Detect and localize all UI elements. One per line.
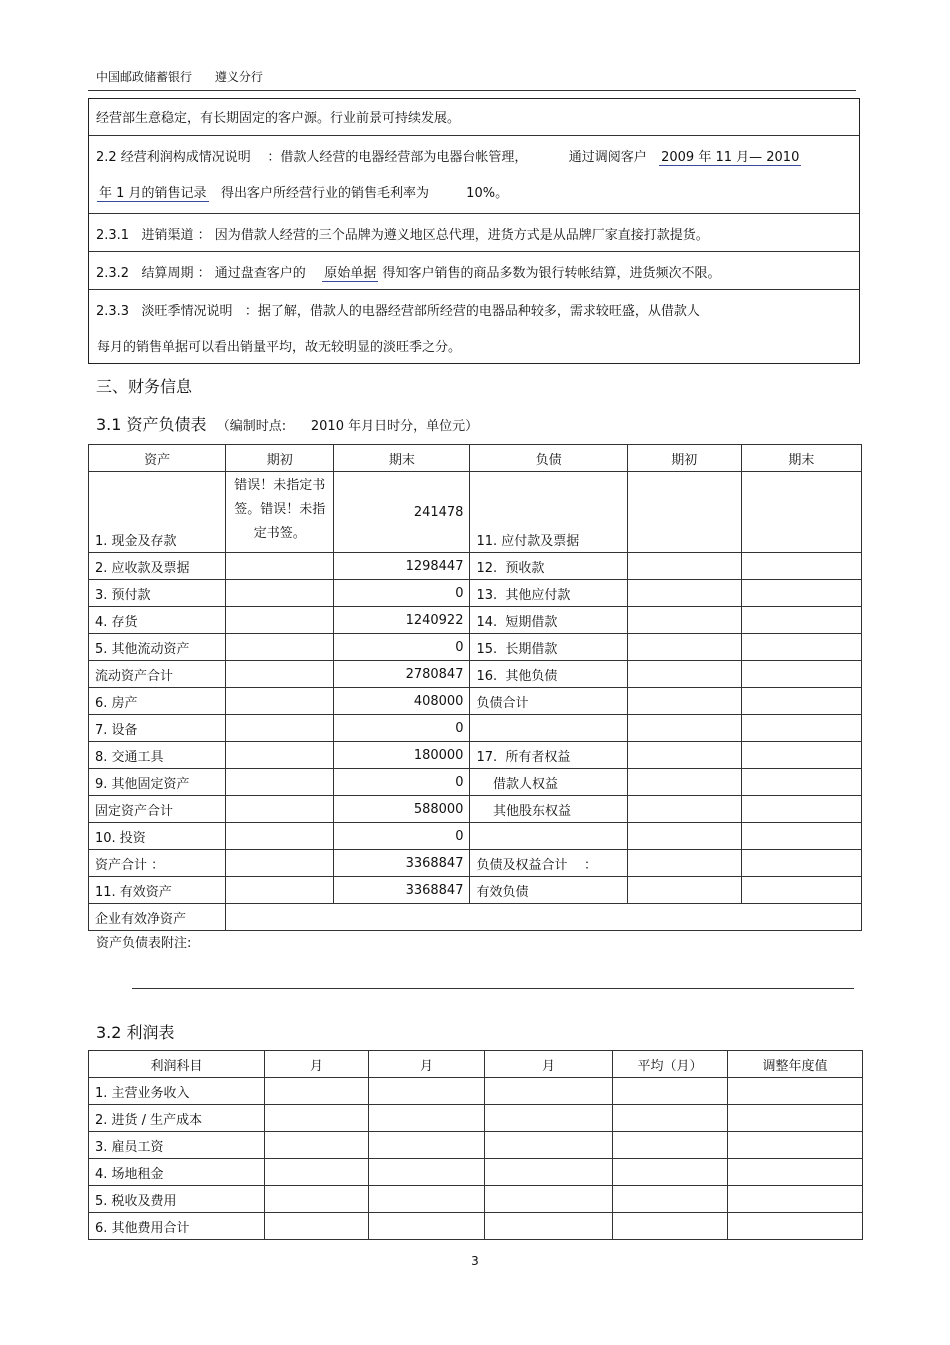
cell-asset: 流动资产合计 [89, 661, 226, 688]
cell-liab [470, 823, 627, 850]
profit-structure-row [89, 135, 859, 213]
footnote-line [132, 988, 854, 989]
profit-label: 2.2 经营利润构成情况说明 [96, 150, 251, 165]
income-cell [728, 1186, 863, 1213]
cell-asset: 2. 应收款及票据 [89, 553, 226, 580]
income-cell [485, 1078, 613, 1105]
cell-begin [226, 634, 334, 661]
channel-row [89, 213, 859, 251]
table-row [89, 877, 862, 904]
income-cell [728, 1132, 863, 1159]
income-header-row [89, 1051, 863, 1078]
cell-begin [226, 607, 334, 634]
table-row [89, 823, 862, 850]
cell-liab-begin [627, 823, 741, 850]
income-cell [265, 1213, 369, 1240]
cell-liab-end [741, 661, 861, 688]
cell-asset: 6. 房产 [89, 688, 226, 715]
balance-note: （编制时点: 2010 年月日时分，单位元） [216, 419, 479, 434]
income-title: 3.2 利润表 [96, 1023, 175, 1042]
cell-liab-begin [627, 661, 741, 688]
income-header-average: 平均（月） [613, 1051, 728, 1078]
asset-cash: 1. 现金及存款 [89, 472, 226, 553]
income-item: 1. 主营业务收入 [89, 1078, 265, 1105]
income-cell [613, 1078, 728, 1105]
cell-asset: 7. 设备 [89, 715, 226, 742]
cell-liab: 负债及权益合计 ： [470, 850, 627, 877]
business-stability-text: 经营部生意稳定，有长期固定的客户源。行业前景可持续发展。 [96, 111, 461, 126]
cell-liab-begin [627, 607, 741, 634]
cell-end: 0 [334, 634, 470, 661]
end-cash: 241478 [334, 472, 470, 553]
cell-liab: 16. 其他负债 [470, 661, 627, 688]
header-begin: 期初 [226, 445, 334, 472]
income-rows [89, 1078, 863, 1240]
cell-liab-end [741, 688, 861, 715]
income-item: 5. 税收及费用 [89, 1186, 265, 1213]
table-row [89, 661, 862, 688]
cell-liab-begin [627, 580, 741, 607]
cell-liab-end [741, 715, 861, 742]
table-row [89, 607, 862, 634]
income-cell [265, 1132, 369, 1159]
cell-liab: 15. 长期借款 [470, 634, 627, 661]
income-cell [613, 1186, 728, 1213]
header-liability: 负债 [470, 445, 627, 472]
cell-begin [226, 769, 334, 796]
cell-asset: 5. 其他流动资产 [89, 634, 226, 661]
cell-liab: 负债合计 [470, 688, 627, 715]
cell-liab-begin [627, 688, 741, 715]
header-branch: 遵义分行 [214, 70, 263, 84]
profit-period-end: 年 1 月的销售记录 [99, 186, 207, 201]
income-header-item: 利润科目 [89, 1051, 265, 1078]
income-cell [265, 1186, 369, 1213]
page-header [96, 68, 263, 85]
table-row [89, 1159, 863, 1186]
header-liab-end: 期末 [741, 445, 861, 472]
header-liab-begin: 期初 [627, 445, 741, 472]
liab-payables: 11. 应付款及票据 [470, 472, 627, 553]
profit-margin-rate: 10%。 [466, 186, 509, 201]
balance-title-line [96, 412, 478, 435]
income-cell [265, 1078, 369, 1105]
income-item: 2. 进货 / 生产成本 [89, 1105, 265, 1132]
income-cell [369, 1186, 485, 1213]
cell-asset: 4. 存货 [89, 607, 226, 634]
income-cell [728, 1105, 863, 1132]
cell-begin [226, 580, 334, 607]
cell-begin [226, 877, 334, 904]
cell-liab: 14. 短期借款 [470, 607, 627, 634]
cell-begin [226, 661, 334, 688]
cell-asset: 3. 预付款 [89, 580, 226, 607]
balance-sheet-table [88, 444, 862, 931]
season-text-1: 2.3.3 淡旺季情况说明 ：据了解，借款人的电器经营部所经营的电器品种较多，需求较旺盛，从借款人 [96, 304, 700, 319]
income-header-month2: 月 [369, 1051, 485, 1078]
section-title: 三、财务信息 [96, 377, 193, 396]
cell-liab: 其他股东权益 [470, 796, 627, 823]
profit-text-1: ：借款人经营的电器经营部为电器台帐管理， [267, 150, 528, 165]
income-header-month1: 月 [265, 1051, 369, 1078]
income-cell [369, 1159, 485, 1186]
business-info-box [88, 98, 860, 364]
header-bank: 中国邮政储蓄银行 [96, 70, 193, 84]
cell-end: 1240922 [334, 607, 470, 634]
begin-cash-error: 错误！未指定书签。错误！未指定书签。 [226, 472, 334, 553]
income-cell [613, 1213, 728, 1240]
cell-liab: 12. 预收款 [470, 553, 627, 580]
income-cell [728, 1078, 863, 1105]
table-row [89, 688, 862, 715]
cell-begin [226, 688, 334, 715]
cell-begin [226, 715, 334, 742]
season-row [89, 289, 859, 363]
cell-liab-begin [627, 850, 741, 877]
cell-begin [226, 850, 334, 877]
income-cell [369, 1105, 485, 1132]
table-row [89, 769, 862, 796]
cell-liab: 有效负债 [470, 877, 627, 904]
cell-liab-end [741, 742, 861, 769]
cell-end: 0 [334, 580, 470, 607]
table-row [89, 904, 862, 931]
income-item: 4. 场地租金 [89, 1159, 265, 1186]
header-divider [88, 90, 856, 91]
income-header-month3: 月 [485, 1051, 613, 1078]
income-cell [728, 1213, 863, 1240]
cell-liab-end [741, 553, 861, 580]
income-cell [369, 1078, 485, 1105]
header-asset: 资产 [89, 445, 226, 472]
cell-begin [226, 823, 334, 850]
income-cell [265, 1105, 369, 1132]
table-row [89, 1213, 863, 1240]
cell-liab-begin [627, 742, 741, 769]
income-cell [485, 1132, 613, 1159]
table-row [89, 850, 862, 877]
profit-text-2: 通过调阅客户 [568, 150, 647, 165]
cell-liab [470, 715, 627, 742]
cell-liab-end [741, 850, 861, 877]
cell-end: 0 [334, 823, 470, 850]
income-cell [613, 1105, 728, 1132]
cell-liab-end [741, 607, 861, 634]
cell-liab-begin [627, 553, 741, 580]
cell-asset: 8. 交通工具 [89, 742, 226, 769]
cell-end: 588000 [334, 796, 470, 823]
cell-asset: 9. 其他固定资产 [89, 769, 226, 796]
channel-text: 2.3.1 进销渠道 ： 因为借款人经营的三个品牌为遵义地区总代理，进货方式是从品牌厂家直接打款提货。 [96, 228, 709, 243]
cell-end: 180000 [334, 742, 470, 769]
settlement-row [89, 251, 859, 289]
cell-begin [226, 742, 334, 769]
income-cell [728, 1159, 863, 1186]
cell-liab-begin [627, 715, 741, 742]
cell-end: 2780847 [334, 661, 470, 688]
income-cell [485, 1105, 613, 1132]
cell-end: 0 [334, 769, 470, 796]
income-cell [485, 1186, 613, 1213]
table-row [89, 1186, 863, 1213]
cell-end: 1298447 [334, 553, 470, 580]
income-cell [265, 1159, 369, 1186]
cell-asset: 资产合计 ： [89, 850, 226, 877]
table-row [89, 1105, 863, 1132]
cell-liab-end [741, 769, 861, 796]
table-row [89, 634, 862, 661]
cell-liab-end [741, 634, 861, 661]
balance-rows [89, 553, 862, 904]
table-row [89, 472, 862, 553]
income-cell [613, 1132, 728, 1159]
cell-end: 3368847 [334, 850, 470, 877]
page-number: 3 [471, 1254, 479, 1268]
cell-liab: 17. 所有者权益 [470, 742, 627, 769]
table-row [89, 715, 862, 742]
table-row [89, 742, 862, 769]
cell-asset: 固定资产合计 [89, 796, 226, 823]
table-row [89, 1132, 863, 1159]
cell-liab-end [741, 823, 861, 850]
income-table [88, 1050, 863, 1240]
cell-liab-end [741, 877, 861, 904]
cell-liab-end [741, 796, 861, 823]
cell-liab-begin [627, 796, 741, 823]
income-cell [485, 1159, 613, 1186]
cell-asset: 10. 投资 [89, 823, 226, 850]
settlement-underline: 原始单据 [324, 266, 377, 281]
cell-end: 0 [334, 715, 470, 742]
header-end: 期末 [334, 445, 470, 472]
asset-net-effective: 企业有效净资产 [89, 904, 226, 931]
cell-liab-begin [627, 634, 741, 661]
cell-end: 3368847 [334, 877, 470, 904]
table-row [89, 1078, 863, 1105]
income-cell [485, 1213, 613, 1240]
table-row [89, 580, 862, 607]
profit-period-start: 2009 年 11 月— 2010 [661, 150, 800, 165]
cell-liab-begin [627, 877, 741, 904]
cell-begin [226, 553, 334, 580]
balance-title: 3.1 资产负债表 [96, 415, 207, 434]
cell-liab-end [741, 580, 861, 607]
income-item: 3. 雇员工资 [89, 1132, 265, 1159]
cell-liab: 13. 其他应付款 [470, 580, 627, 607]
settlement-text-pre: 2.3.2 结算周期 ： 通过盘查客户的 [96, 266, 306, 281]
income-item: 6. 其他费用合计 [89, 1213, 265, 1240]
cell-liab: 借款人权益 [470, 769, 627, 796]
settlement-text-post: 得知客户销售的商品多数为银行转帐结算，进货频次不限。 [382, 266, 721, 281]
cell-asset: 11. 有效资产 [89, 877, 226, 904]
cell-begin [226, 796, 334, 823]
season-text-2: 每月的销售单据可以看出销量平均，故无较明显的淡旺季之分。 [97, 340, 462, 355]
balance-footnote: 资产负债表附注: [96, 936, 192, 951]
profit-text-3: 得出客户所经营行业的销售毛利率为 [220, 186, 429, 201]
income-cell [369, 1213, 485, 1240]
income-cell [613, 1159, 728, 1186]
table-row [89, 553, 862, 580]
table-row [89, 796, 862, 823]
income-header-annual: 调整年度值 [728, 1051, 863, 1078]
income-cell [369, 1132, 485, 1159]
cell-end: 408000 [334, 688, 470, 715]
cell-liab-begin [627, 769, 741, 796]
balance-header-row [89, 445, 862, 472]
